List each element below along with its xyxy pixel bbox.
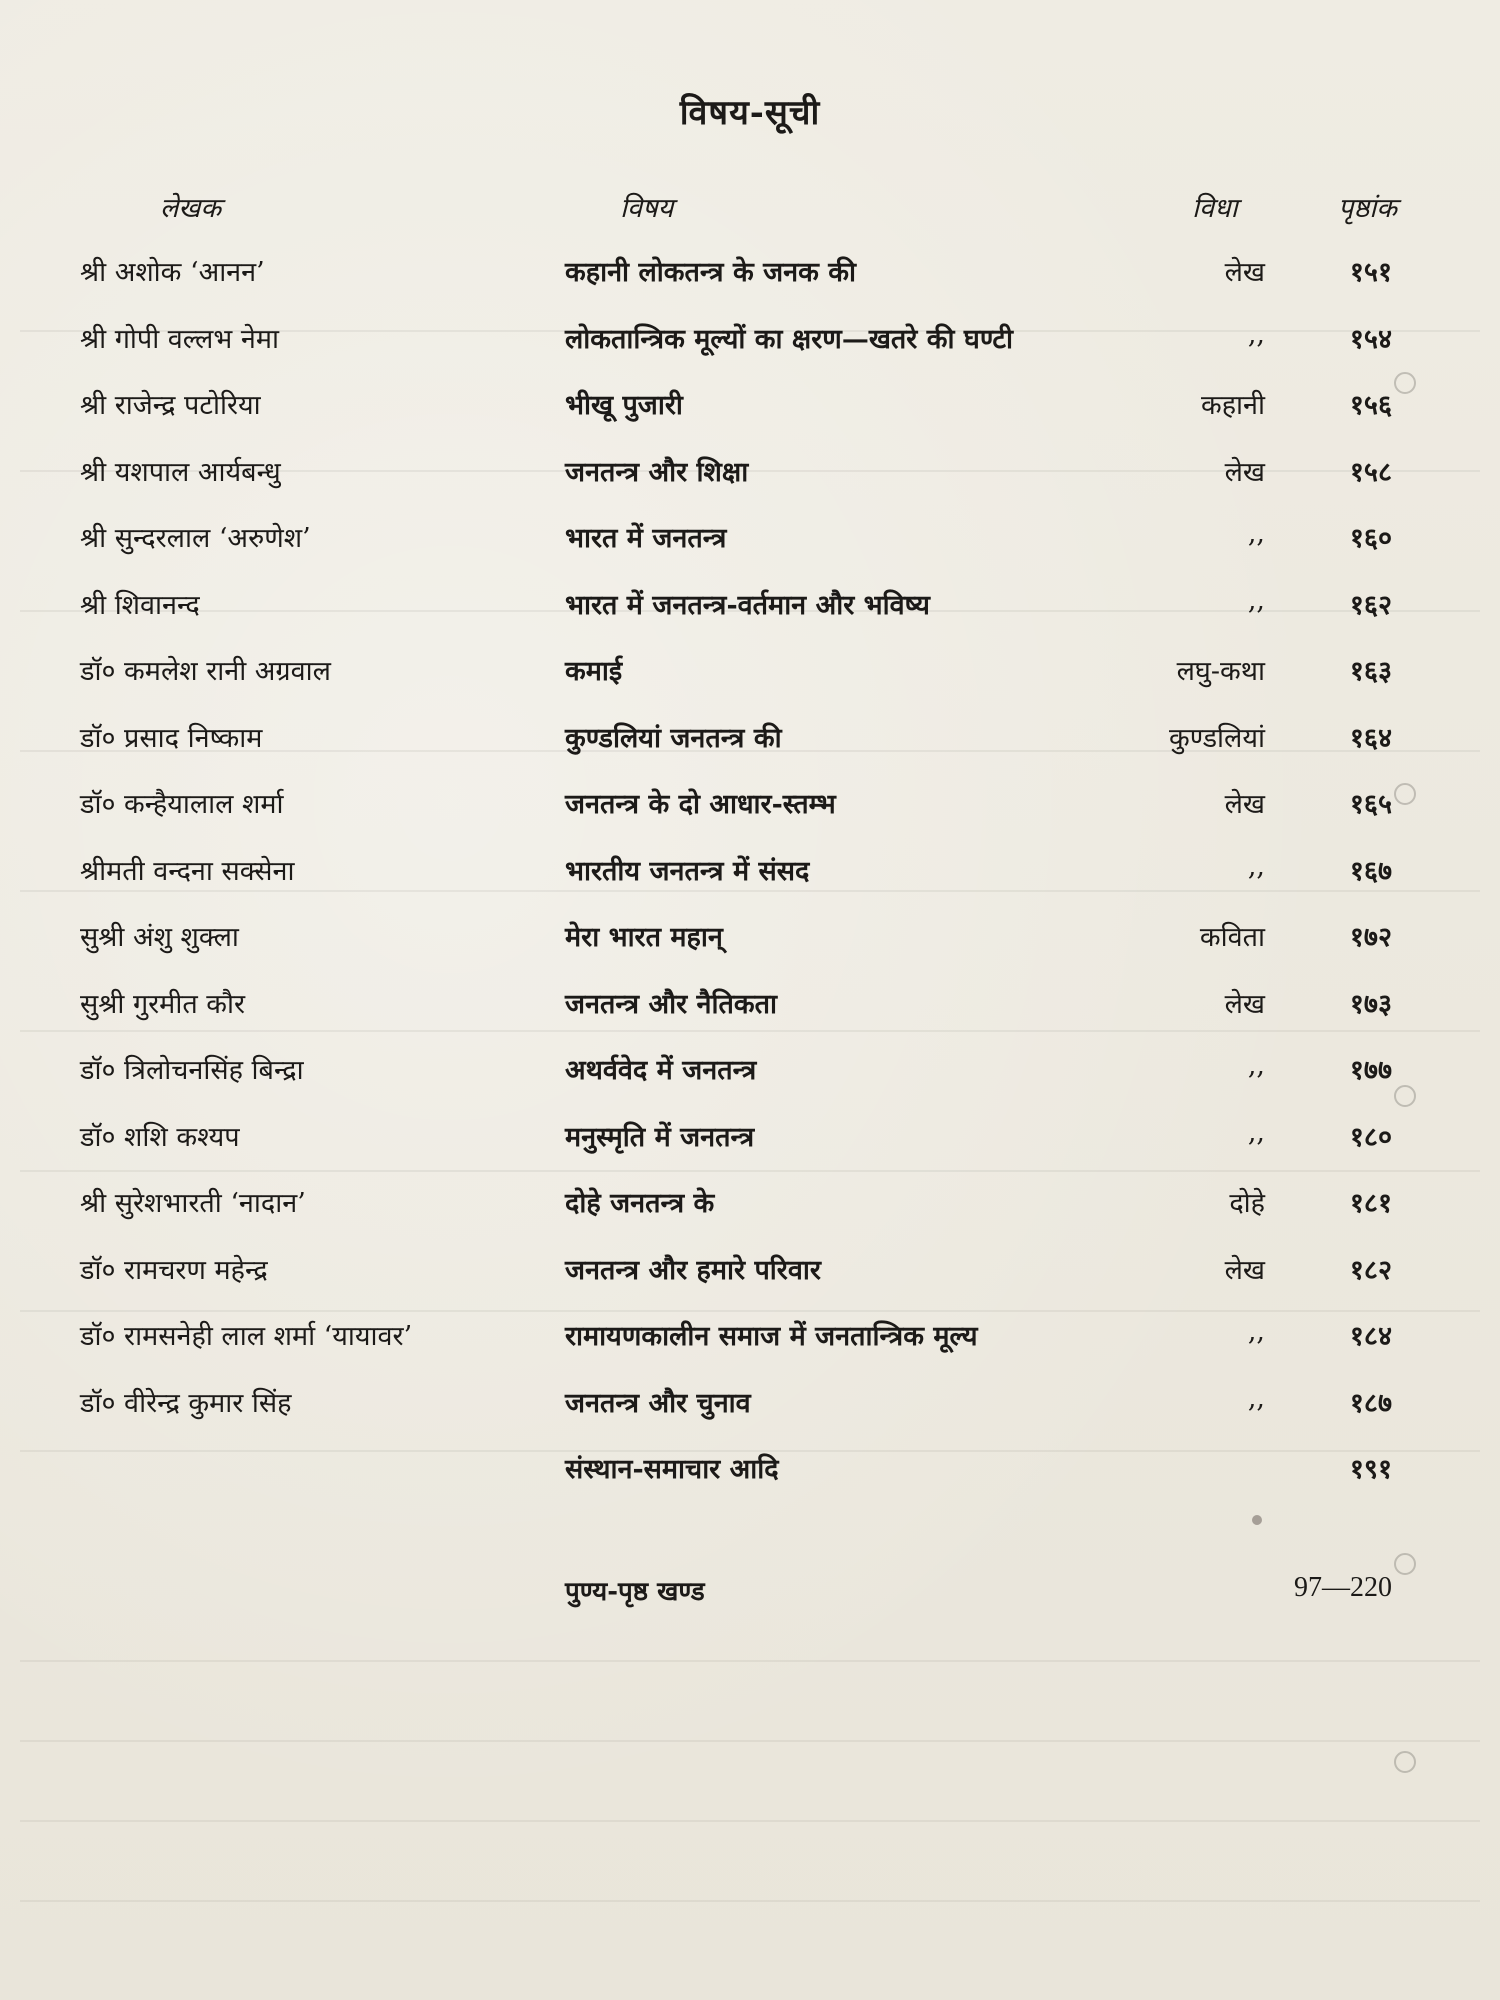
- row-author: सुश्री अंशु शुक्ला: [80, 922, 239, 953]
- ink-dot: [1252, 1515, 1262, 1525]
- row-genre: कहानी: [1200, 390, 1265, 421]
- row-subject: कहानी लोकतन्त्र के जनक की: [565, 257, 856, 288]
- row-genre: ,,: [1247, 1382, 1265, 1414]
- row-genre: दोहे: [1229, 1188, 1265, 1219]
- row-genre: ,,: [1247, 1316, 1265, 1347]
- row-genre: ,,: [1247, 318, 1265, 350]
- header-page: पृष्ठांक: [1338, 193, 1397, 224]
- row-genre: ,,: [1247, 518, 1265, 549]
- table-row: [0, 1117, 1500, 1184]
- header-subject: विषय: [620, 193, 674, 224]
- row-subject: जनतन्त्र और शिक्षा: [565, 456, 749, 488]
- row-subject: भारत में जनतन्त्र: [565, 523, 727, 554]
- row-subject: भीखू पुजारी: [565, 390, 683, 421]
- bleed-line: [20, 1900, 1480, 1902]
- row-page: १८४: [1349, 1321, 1392, 1352]
- bleed-line: [20, 1820, 1480, 1822]
- table-row: [0, 385, 1500, 452]
- row-genre: ,,: [1247, 850, 1265, 882]
- row-subject: संस्थान-समाचार आदि: [565, 1454, 779, 1485]
- row-author: श्री गोपी वल्लभ नेमा: [80, 323, 279, 355]
- row-page: १५४: [1349, 323, 1392, 355]
- row-subject: जनतन्त्र और हमारे परिवार: [565, 1254, 821, 1286]
- table-row: [0, 1449, 1500, 1516]
- row-author: श्रीमती वन्दना सक्सेना: [80, 855, 295, 887]
- row-page: १८७: [1349, 1387, 1392, 1419]
- table-row: [0, 1316, 1500, 1383]
- row-genre: लेख: [1224, 257, 1265, 288]
- row-subject: अथर्ववेद में जनतन्त्र: [565, 1055, 757, 1086]
- table-row: [0, 1383, 1500, 1450]
- row-genre: लेख: [1224, 1254, 1265, 1286]
- row-page: १५६: [1349, 390, 1392, 421]
- row-page: १६२: [1349, 589, 1392, 621]
- row-author: श्री अशोक ‘आनन’: [80, 257, 265, 288]
- table-row: [0, 651, 1500, 718]
- bleed-line: [20, 1740, 1480, 1742]
- row-subject: भारतीय जनतन्त्र में संसद: [565, 855, 810, 887]
- row-genre: लेख: [1224, 456, 1265, 488]
- row-subject: जनतन्त्र के दो आधार-स्तम्भ: [565, 789, 836, 820]
- contents-table: [0, 252, 1500, 1516]
- table-row: [0, 784, 1500, 851]
- row-page: १६३: [1349, 656, 1392, 687]
- row-subject: दोहे जनतन्त्र के: [565, 1188, 715, 1219]
- table-row: [0, 518, 1500, 585]
- row-subject: भारत में जनतन्त्र-वर्तमान और भविष्य: [565, 589, 930, 621]
- table-row: [0, 851, 1500, 918]
- row-author: डॉ० वीरेन्द्र कुमार सिंह: [80, 1387, 292, 1419]
- row-genre: कुण्डलियां: [1169, 722, 1265, 754]
- row-author: सुश्री गुरमीत कौर: [80, 988, 246, 1020]
- row-page: १६७: [1349, 855, 1392, 887]
- row-subject: मेरा भारत महान्: [565, 922, 723, 953]
- section-label: पुण्य-पृष्ठ खण्ड: [565, 1577, 705, 1607]
- bleed-line: [20, 1660, 1480, 1662]
- row-author: श्री यशपाल आर्यबन्धु: [80, 456, 281, 488]
- row-page: १८०: [1349, 1121, 1392, 1153]
- row-author: श्री सुरेशभारती ‘नादान’: [80, 1188, 306, 1219]
- row-subject: कुण्डलियां जनतन्त्र की: [565, 722, 782, 754]
- row-page: १९१: [1349, 1454, 1392, 1485]
- table-row: [0, 585, 1500, 652]
- section-page-range: 97—220: [1294, 1572, 1392, 1603]
- row-author: डॉ० प्रसाद निष्काम: [80, 722, 263, 754]
- row-page: १८२: [1349, 1254, 1392, 1286]
- row-genre: ,,: [1247, 1116, 1265, 1148]
- row-genre: लेख: [1224, 789, 1265, 820]
- row-genre: लेख: [1224, 988, 1265, 1020]
- row-genre: ,,: [1247, 1050, 1265, 1081]
- row-author: श्री सुन्दरलाल ‘अरुणेश’: [80, 523, 311, 554]
- row-author: डॉ० रामसनेही लाल शर्मा ‘यायावर’: [80, 1321, 413, 1352]
- table-row: [0, 1050, 1500, 1117]
- row-author: डॉ० रामचरण महेन्द्र: [80, 1254, 268, 1286]
- header-genre: विधा: [1192, 193, 1238, 224]
- row-page: १६०: [1349, 523, 1392, 554]
- row-page: १६५: [1349, 789, 1392, 820]
- row-author: श्री राजेन्द्र पटोरिया: [80, 390, 261, 421]
- table-row: [0, 718, 1500, 785]
- table-row: [0, 984, 1500, 1051]
- row-author: श्री शिवानन्द: [80, 589, 200, 621]
- table-header: [0, 188, 1500, 228]
- row-subject: जनतन्त्र और नैतिकता: [565, 988, 778, 1020]
- row-page: १७२: [1349, 922, 1392, 953]
- table-row: [0, 917, 1500, 984]
- table-row: [0, 319, 1500, 386]
- row-page: १७३: [1349, 988, 1392, 1020]
- row-page: १५८: [1349, 456, 1392, 488]
- row-author: डॉ० कन्हैयालाल शर्मा: [80, 789, 284, 820]
- table-row: [0, 252, 1500, 319]
- row-subject: कमाई: [565, 656, 623, 687]
- row-subject: मनुस्मृति में जनतन्त्र: [565, 1121, 755, 1153]
- row-page: १८१: [1349, 1188, 1392, 1219]
- row-page: १७७: [1349, 1055, 1392, 1086]
- row-subject: जनतन्त्र और चुनाव: [565, 1387, 751, 1419]
- table-row: [0, 452, 1500, 519]
- row-author: डॉ० शशि कश्यप: [80, 1121, 240, 1153]
- row-page: १६४: [1349, 722, 1392, 754]
- row-author: डॉ० कमलेश रानी अग्रवाल: [80, 656, 331, 687]
- table-row: [0, 1183, 1500, 1250]
- row-subject: रामायणकालीन समाज में जनतान्त्रिक मूल्य: [565, 1321, 978, 1352]
- bleed-circle: [1394, 1751, 1416, 1773]
- row-genre: ,,: [1247, 584, 1265, 616]
- table-row: [0, 1250, 1500, 1317]
- row-genre: लघु-कथा: [1176, 656, 1265, 687]
- row-author: डॉ० त्रिलोचनसिंह बिन्द्रा: [80, 1055, 304, 1086]
- section-range-row: [0, 1572, 1500, 1612]
- row-subject: लोकतान्त्रिक मूल्यों का क्षरण—खतरे की घण्टी: [565, 323, 1013, 355]
- header-author: लेखक: [160, 193, 222, 224]
- page-title: विषय-सूची: [679, 93, 821, 133]
- row-genre: कविता: [1199, 922, 1265, 953]
- row-page: १५१: [1349, 257, 1392, 288]
